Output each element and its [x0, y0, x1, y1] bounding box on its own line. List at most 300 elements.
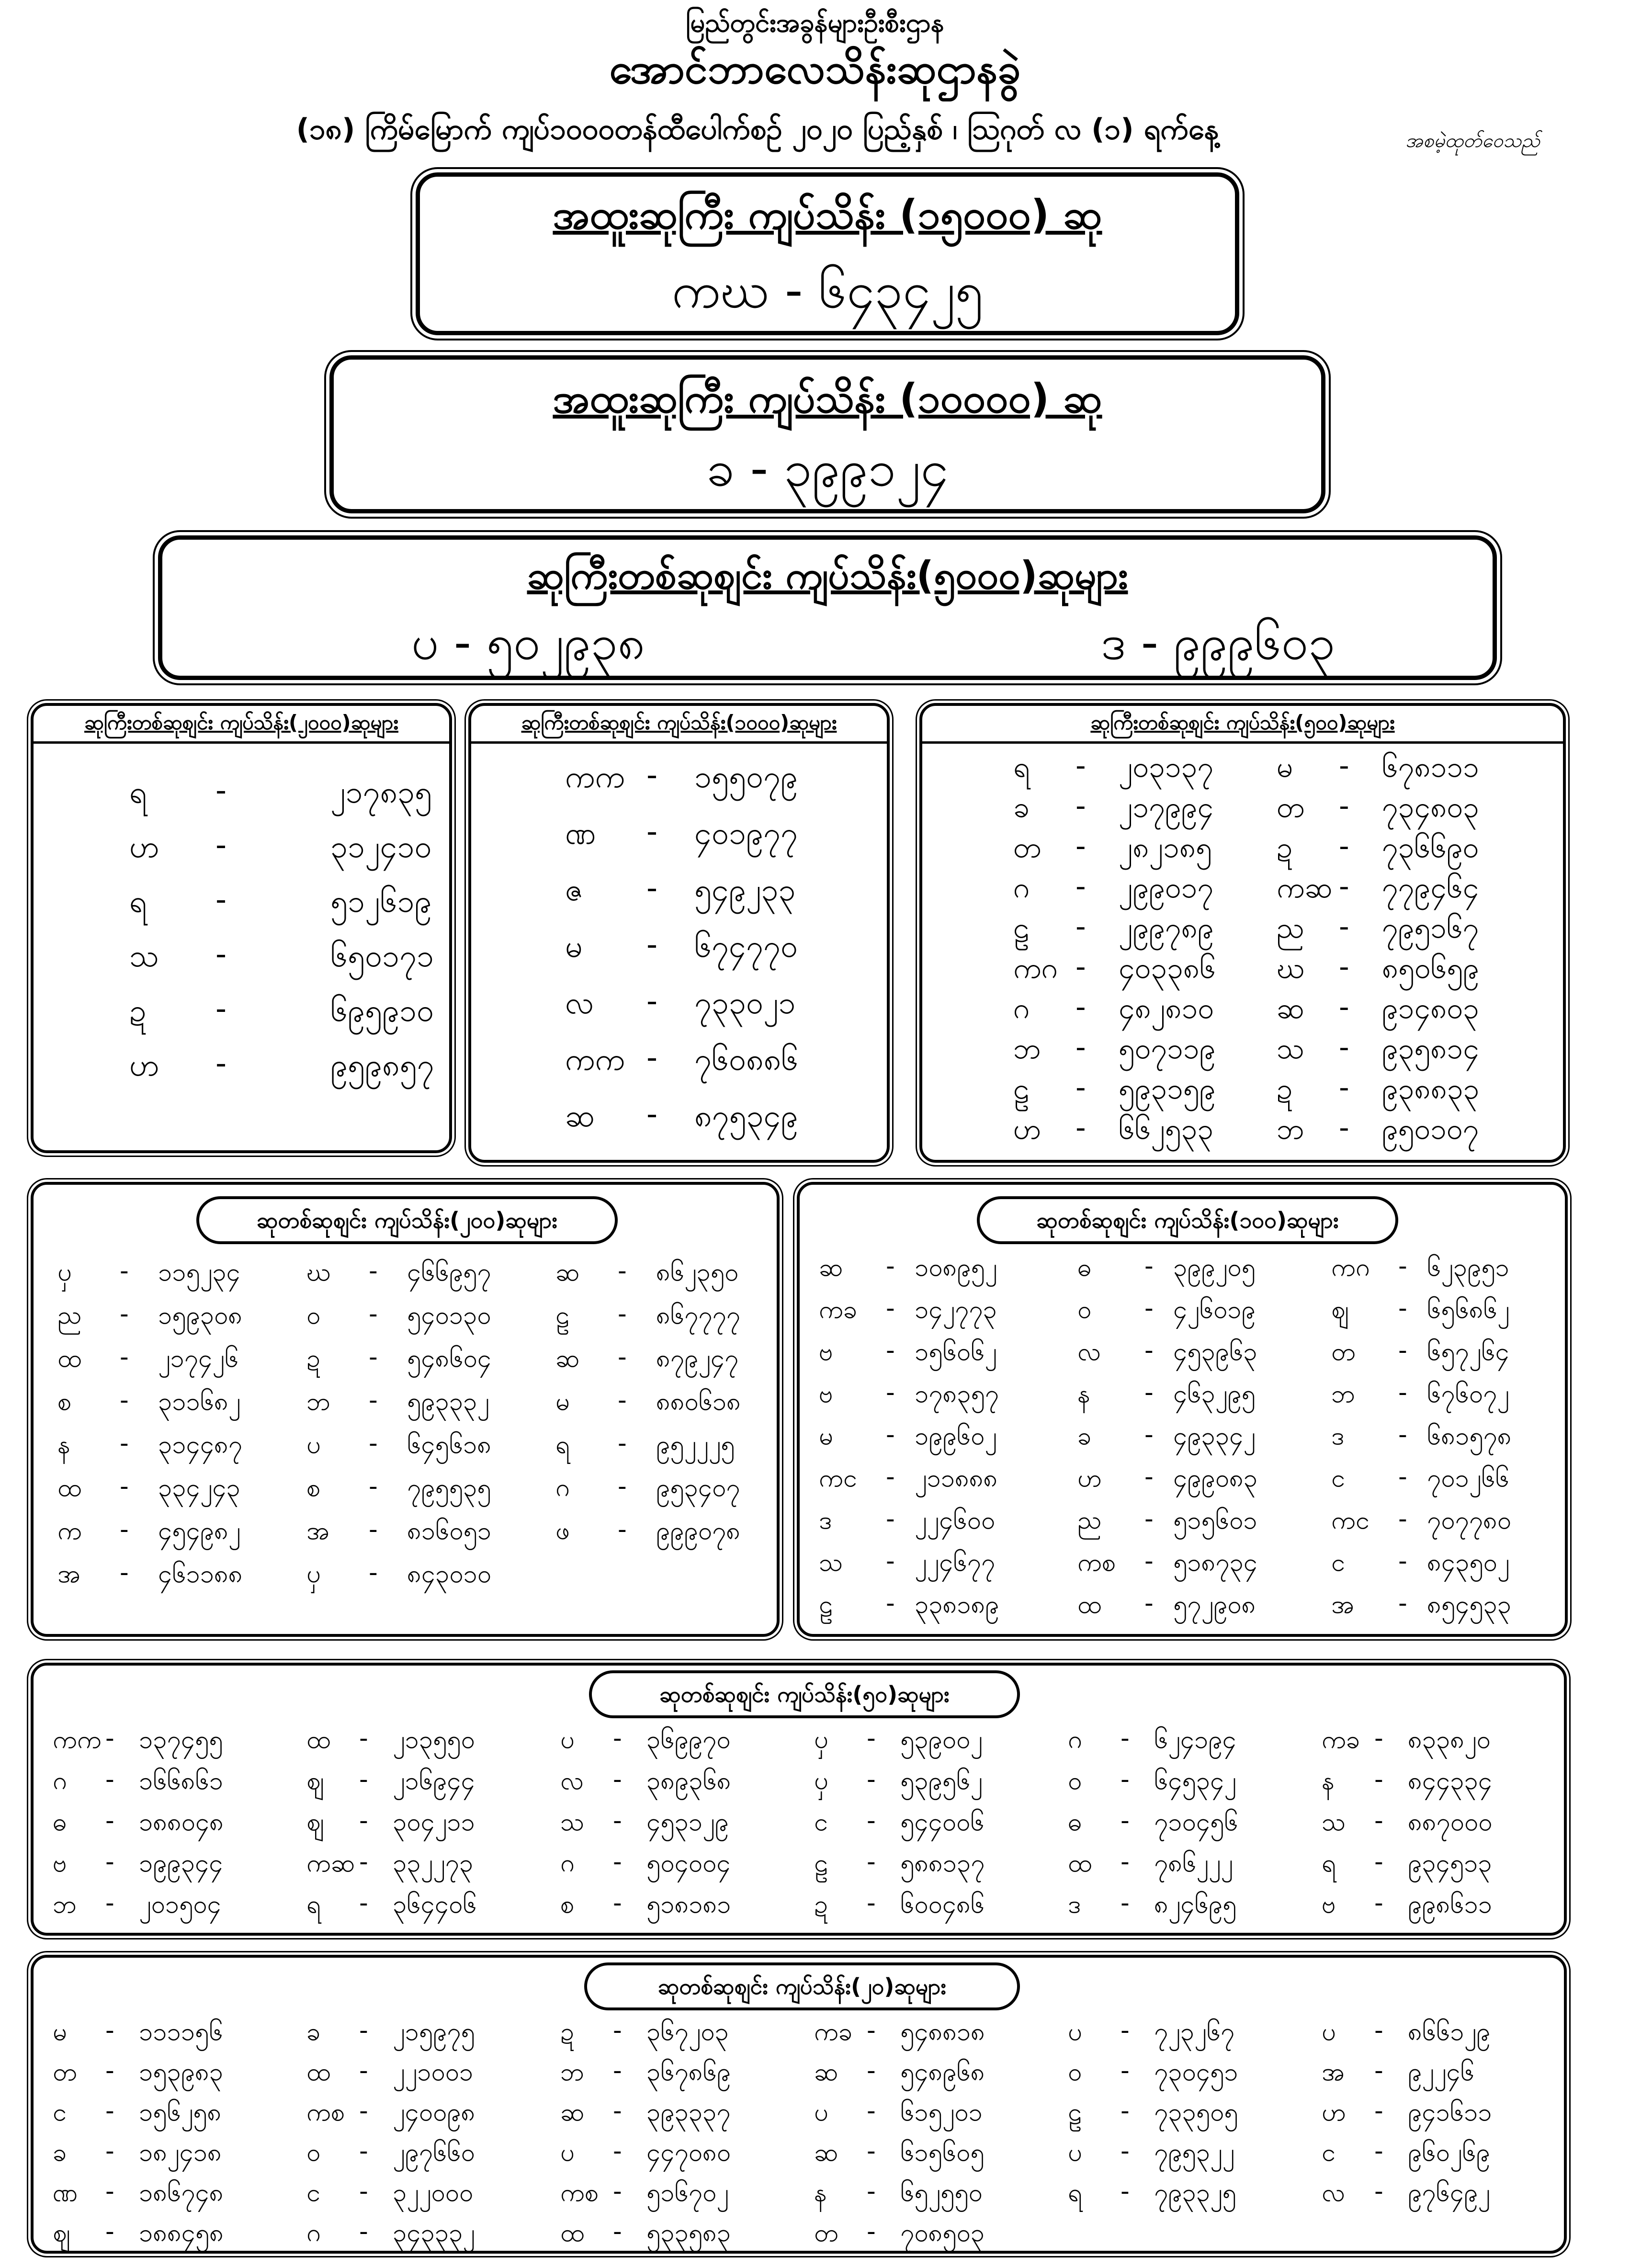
prize-prefix: ၦ — [306, 1560, 321, 1588]
prize-prefix: ဝ — [1068, 2058, 1082, 2087]
prize-prefix: မ — [1277, 750, 1293, 784]
prize-prefix: ည — [1277, 911, 1305, 945]
prize-number: ၂၉၉၇၈၉ — [1119, 911, 1214, 945]
separator-dash: - — [613, 2137, 622, 2166]
prize-prefix: ပ — [1322, 2018, 1336, 2046]
separator-dash: - — [618, 1300, 627, 1328]
separator-dash: - — [1075, 950, 1086, 984]
prize-number: ၅၇၂၉၀၈ — [1173, 1590, 1256, 1619]
prize-prefix: သ — [129, 939, 159, 974]
prize-prefix: ဒ — [819, 1506, 832, 1535]
separator-dash: - — [1374, 2177, 1383, 2206]
prize-number: ၄၀၃၃၈၆ — [1119, 952, 1216, 985]
prize-prefix: ဈ — [53, 2219, 70, 2247]
prize-prefix: မ — [555, 1387, 570, 1416]
prize-number: ၈၆၇၇၇၇ — [656, 1301, 740, 1330]
prize-prefix: တ — [814, 2219, 838, 2247]
separator-dash: - — [1144, 1505, 1154, 1533]
prize-number: ၁၉၉၆၀၂ — [915, 1422, 997, 1451]
prize-prefix: ကဆ — [306, 1849, 355, 1878]
separator-dash: - — [359, 1765, 368, 1794]
prize-number: ၅၉၃၁၅၉ — [1119, 1072, 1216, 1106]
prize-number: ၆၆၂၅၃၃ — [1119, 1112, 1214, 1146]
prize-prefix: ဂ — [53, 1767, 67, 1795]
prize-number: ၇၃၀၄၅၁ — [1154, 2058, 1238, 2087]
separator-dash: - — [1075, 990, 1086, 1024]
prize-number: ၁၈၈၄၅၈ — [139, 2219, 224, 2247]
prize-number: ၄၀၁၉၇၇ — [694, 816, 798, 851]
grand-prize-box — [416, 172, 1239, 335]
prize-prefix: တ — [1331, 1338, 1356, 1366]
prize-prefix: န — [814, 2178, 827, 2207]
separator-dash: - — [886, 1378, 895, 1407]
separator-dash: - — [1374, 1848, 1383, 1876]
prize-number: ၁၃၇၄၅၅ — [139, 1725, 223, 1754]
prize-prefix: ဓ — [1077, 1253, 1092, 1282]
separator-dash: - — [105, 1765, 114, 1794]
title-rule — [34, 741, 449, 744]
prize-number: ၁၄၂၇၇၃ — [915, 1295, 997, 1324]
prize-prefix: ပ — [306, 1430, 321, 1459]
prize-number: ၃၉၃၃၃၇ — [646, 2098, 731, 2127]
prize-number: ၃၆၉၉၇၀ — [646, 1725, 731, 1754]
prize-number: ၄၄၇၀၈၀ — [646, 2138, 731, 2167]
prize-1000-section — [468, 703, 890, 1163]
prize-number: ၁၈၂၄၁၈ — [139, 2138, 222, 2167]
prize-prefix: ဝ — [1068, 1767, 1082, 1795]
prize-number: ၃၆၄၄၀၆ — [393, 1890, 477, 1919]
separator-dash: - — [359, 1889, 368, 1917]
prize-prefix: ဆ — [560, 2098, 585, 2127]
prize-prefix: င — [1331, 1464, 1345, 1493]
prize-prefix: ခ — [53, 2138, 67, 2167]
separator-dash: - — [1075, 1071, 1086, 1104]
separator-dash: - — [886, 1420, 895, 1449]
separator-dash: - — [1121, 1848, 1130, 1876]
prize-number: ၅၄၉၂၃၃ — [694, 873, 796, 908]
separator-dash: - — [120, 1429, 129, 1458]
prize-prefix: ဆ — [1277, 992, 1305, 1025]
prize-prefix: ပ — [1068, 2138, 1082, 2167]
prize-number: ၁၈၆၇၄၈ — [139, 2178, 224, 2207]
prize-prefix: သ — [560, 1808, 585, 1837]
prize-prefix: ကခ — [1322, 1725, 1360, 1754]
separator-dash: - — [120, 1257, 129, 1285]
prize-prefix: အ — [1322, 2058, 1345, 2087]
prize-number: ၆၂၄၁၉၄ — [1154, 1725, 1236, 1754]
prize-number: ၅၃၃၅၈၃ — [646, 2219, 731, 2247]
separator-dash: - — [613, 1765, 622, 1794]
prize-number: ၁၉၉၃၄၄ — [139, 1849, 223, 1878]
prize-prefix: ဂ — [1013, 992, 1030, 1025]
separator-dash: - — [359, 2097, 368, 2125]
prize-prefix: ဂ — [1068, 1725, 1082, 1754]
prize-number: ၅၀၇၁၁၉ — [1119, 1032, 1216, 1066]
separator-dash: - — [613, 1848, 622, 1876]
prize-number: ၇၀၁၂၆၆ — [1427, 1464, 1509, 1493]
prize-number: ၃၁၄၄၈၇ — [158, 1430, 242, 1459]
prize-prefix: ရ — [1322, 1849, 1336, 1878]
prize-prefix: ဓ — [1068, 1808, 1082, 1837]
prize-prefix: မ — [53, 2018, 67, 2046]
prize-prefix: ဝ — [306, 1301, 321, 1330]
separator-dash: - — [646, 984, 658, 1019]
prize-number: ၃၈၉၃၆၈ — [646, 1767, 731, 1795]
prize-number: ၄၈၂၈၁၀ — [1119, 992, 1214, 1025]
prize-number: ၂၁၅၉၇၅ — [393, 2018, 475, 2046]
separator-dash: - — [1374, 1724, 1383, 1753]
prize-number: ၆၇၈၁၁၁ — [1382, 750, 1480, 784]
separator-dash: - — [1339, 870, 1349, 903]
prize-number: ၅၈၈၁၃၇ — [900, 1849, 985, 1878]
separator-dash: - — [359, 2177, 368, 2206]
prize-prefix: ဟ — [1322, 2098, 1346, 2127]
separator-dash: - — [1339, 829, 1349, 863]
separator-dash: - — [1339, 990, 1349, 1024]
prize-number: ၅၄၈၆၀၄ — [407, 1344, 491, 1373]
prize-number: ၇၃၄၈၀၃ — [1382, 791, 1480, 824]
prize-number: ၇၃၆၆၉၀ — [1382, 831, 1479, 864]
separator-dash: - — [1398, 1252, 1407, 1281]
prize-number: ၃၆၇၈၆၉ — [646, 2058, 731, 2087]
prize-number: ၁၀၈၉၅၂ — [915, 1253, 997, 1282]
prize-prefix: ဠ — [1068, 2098, 1082, 2127]
prize-number: ၈၈၇၀၀၀ — [1408, 1808, 1493, 1837]
draw-info: (၁၈) ကြိမ်မြောက် ကျပ်၁၀၀၀တန်ထီပေါက်စဉ် ၂၀၂၀ ပြည့်နှစ် ၊ ဩဂုတ် လ (၁) ရက်နေ့ — [296, 113, 1219, 146]
prize-number: ၂၂၁၀၀၁ — [393, 2058, 474, 2087]
prize-prefix: ထ — [57, 1474, 82, 1502]
prize-1000-title: ဆုကြီးတစ်ဆုစျင်း ကျပ်သိန်း(၁၀၀၀)ဆုများ — [521, 711, 837, 734]
separator-dash: - — [215, 828, 227, 863]
prize-prefix: င — [306, 2178, 320, 2207]
separator-dash: - — [1398, 1336, 1407, 1365]
prize-100-title: ဆုတစ်ဆုစျင်း ကျပ်သိန်း(၁၀၀)ဆုများ — [977, 1196, 1398, 1244]
prize-number: ၁၇၈၃၅၇ — [915, 1380, 999, 1408]
prize-number: ၄၆၃၂၉၅ — [1173, 1380, 1256, 1408]
separator-dash: - — [1144, 1294, 1154, 1323]
separator-dash: - — [359, 1806, 368, 1835]
prize-number: ၄၉၃၃၄၂ — [1173, 1422, 1256, 1451]
prize-prefix: ဘ — [306, 1387, 331, 1416]
prize-prefix: ဒ — [1331, 1422, 1345, 1451]
separator-dash: - — [120, 1386, 129, 1415]
separator-dash: - — [886, 1463, 895, 1491]
prize-number: ၅၁၆၇၀၂ — [646, 2178, 729, 2207]
separator-dash: - — [618, 1472, 627, 1501]
prize-number: ၁၆၆၈၆၁ — [139, 1767, 223, 1795]
title-rule — [471, 741, 887, 744]
prize-prefix: ဘ — [1013, 1032, 1041, 1066]
separator-dash: - — [1339, 749, 1349, 782]
separator-dash: - — [613, 2177, 622, 2206]
prize-prefix: ည — [1077, 1506, 1102, 1535]
prize-prefix: ည — [57, 1301, 82, 1330]
prize-prefix: အ — [306, 1517, 329, 1545]
prize-number: ၃၄၃၃၃၂ — [393, 2219, 475, 2247]
separator-dash: - — [105, 2217, 114, 2246]
separator-dash: - — [618, 1343, 627, 1372]
prize-20-title: ဆုတစ်ဆုစျင်း ကျပ်သိန်း(၂၀)ဆုများ — [584, 1962, 1020, 2010]
prize-number: ၅၄၈၈၁၈ — [900, 2018, 985, 2046]
prize-number: ၇၃၃၅၀၅ — [1154, 2098, 1238, 2127]
prize-prefix: ဇ — [565, 873, 584, 908]
prize-prefix: ကက — [53, 1725, 102, 1754]
prize-prefix: ဓ — [53, 1808, 67, 1837]
prize-prefix: ဍ — [129, 993, 147, 1029]
prize-number: ၈၃၃၈၂၀ — [1408, 1725, 1491, 1754]
third-prize-number-1: ပ - ၅၀၂၉၃၈ — [411, 614, 645, 670]
second-prize-number: ခ - ၃၉၉၁၂၄ — [706, 439, 949, 498]
separator-dash: - — [1339, 1031, 1349, 1064]
prize-prefix: သ — [1322, 1808, 1346, 1837]
prize-prefix: ၦ — [814, 1767, 828, 1795]
separator-dash: - — [1075, 749, 1086, 782]
prize-prefix: ပ — [1068, 2018, 1082, 2046]
prize-number: ၂၁၇၄၂၆ — [158, 1344, 239, 1373]
separator-dash: - — [867, 1889, 876, 1917]
prize-number: ၇၉၅၃၂၂ — [1154, 2138, 1235, 2167]
prize-number: ၂၁၁၈၈၈ — [915, 1464, 998, 1493]
separator-dash: - — [886, 1547, 895, 1576]
prize-prefix: ကစ — [560, 2178, 599, 2207]
prize-number: ၅၁၅၆၀၁ — [1173, 1506, 1257, 1535]
separator-dash: - — [1398, 1589, 1407, 1618]
prize-number: ၆၁၅၆၀၅ — [900, 2138, 985, 2167]
separator-dash: - — [1398, 1463, 1407, 1491]
separator-dash: - — [1144, 1420, 1154, 1449]
separator-dash: - — [867, 1848, 876, 1876]
prize-prefix: ဈ — [306, 1808, 324, 1837]
prize-number: ၆၂၃၉၅၁ — [1427, 1253, 1509, 1282]
prize-number: ၈၄၃၀၁၀ — [407, 1560, 491, 1588]
separator-dash: - — [613, 1724, 622, 1753]
separator-dash: - — [613, 1889, 622, 1917]
separator-dash: - — [369, 1300, 378, 1328]
prize-number: ၂၈၂၁၈၅ — [1119, 831, 1212, 864]
separator-dash: - — [646, 758, 658, 793]
prize-number: ၆၁၅၂၀၁ — [900, 2098, 983, 2127]
separator-dash: - — [1075, 910, 1086, 943]
prize-number: ၆၅၇၂၆၄ — [1427, 1338, 1509, 1366]
prize-prefix: င — [1322, 2138, 1336, 2167]
prize-prefix: န — [1077, 1380, 1090, 1408]
separator-dash: - — [1398, 1378, 1407, 1407]
prize-prefix: ဏ — [53, 2178, 78, 2207]
second-prize-box — [329, 355, 1325, 513]
prize-200-title: ဆုတစ်ဆုစျင်း ကျပ်သိန်း(၂၀၀)ဆုများ — [196, 1196, 618, 1244]
separator-dash: - — [1121, 1806, 1130, 1835]
separator-dash: - — [105, 1889, 114, 1917]
prize-prefix: ဆ — [555, 1344, 580, 1373]
separator-dash: - — [886, 1294, 895, 1323]
prize-number: ၉၅၂၂၂၅ — [656, 1430, 735, 1459]
prize-prefix: ဆ — [814, 2058, 838, 2087]
prize-number: ၅၄၀၁၃၀ — [407, 1301, 491, 1330]
separator-dash: - — [105, 1848, 114, 1876]
prize-prefix: ရ — [1013, 750, 1030, 784]
prize-prefix: ဗ — [819, 1380, 833, 1408]
prize-number: ၃၃၈၁၈၉ — [915, 1590, 999, 1619]
separator-dash: - — [867, 2097, 876, 2125]
prize-number: ၅၉၃၃၃၂ — [407, 1387, 489, 1416]
prize-prefix: ဗ — [1322, 1890, 1336, 1919]
prize-number: ၇၉၅၁၆၇ — [1382, 911, 1479, 945]
prize-prefix: င — [1331, 1548, 1345, 1577]
separator-dash: - — [215, 882, 227, 918]
prize-prefix: ရ — [129, 775, 147, 810]
separator-dash: - — [613, 2097, 622, 2125]
separator-dash: - — [120, 1472, 129, 1501]
third-prize-title: ဆုကြီးတစ်ဆုစျင်း ကျပ်သိန်း(၅၀၀၀)ဆုများ — [527, 553, 1128, 598]
prize-prefix: ဍ — [560, 2018, 574, 2046]
prize-500-section — [919, 703, 1566, 1163]
prize-number: ၅၃၉၅၆၂ — [900, 1767, 983, 1795]
separator-dash: - — [886, 1505, 895, 1533]
separator-dash: - — [1144, 1463, 1154, 1491]
prize-prefix: င — [53, 2098, 67, 2127]
prize-number: ၂၁၆၉၄၄ — [393, 1767, 475, 1795]
prize-number: ၃၃၂၂၇၃ — [393, 1849, 474, 1878]
separator-dash: - — [646, 871, 658, 906]
separator-dash: - — [646, 1097, 658, 1132]
prize-2000-section — [31, 703, 452, 1153]
prize-prefix: ဃ — [306, 1258, 331, 1287]
prize-prefix: ရ — [555, 1430, 570, 1459]
separator-dash: - — [1121, 1765, 1130, 1794]
separator-dash: - — [867, 2016, 876, 2045]
prize-number: ၄၆၆၉၅၇ — [407, 1258, 491, 1287]
separator-dash: - — [1398, 1547, 1407, 1576]
separator-dash: - — [618, 1386, 627, 1415]
separator-dash: - — [120, 1515, 129, 1544]
separator-dash: - — [613, 2016, 622, 2045]
prize-number: ၃၁၁၆၈၂ — [158, 1387, 241, 1416]
prize-prefix: ဆ — [814, 2138, 838, 2167]
separator-dash: - — [867, 2137, 876, 2166]
prize-number: ၉၆၀၂၆၉ — [1408, 2138, 1490, 2167]
prize-prefix: တ — [1277, 791, 1305, 824]
prize-prefix: ပ — [560, 2138, 575, 2167]
prize-number: ၁၅၉၃၀၈ — [158, 1301, 242, 1330]
prize-number: ၉၅၉၈၅၇ — [330, 1048, 434, 1083]
separator-dash: - — [105, 1806, 114, 1835]
separator-dash: - — [105, 1724, 114, 1753]
prize-number: ၅၄၄၀၀၆ — [900, 1808, 985, 1837]
prize-number: ၈၆၆၁၂၉ — [1408, 2018, 1491, 2046]
prize-prefix: ထ — [57, 1344, 82, 1373]
separator-dash: - — [1144, 1378, 1154, 1407]
prize-50-section — [31, 1663, 1567, 1936]
separator-dash: - — [369, 1386, 378, 1415]
prize-prefix: ကခ — [814, 2018, 853, 2046]
separator-dash: - — [1144, 1252, 1154, 1281]
prize-prefix: ကက — [565, 1042, 625, 1077]
prize-prefix: ထ — [1068, 1849, 1092, 1878]
prize-number: ၈၁၆၀၅၁ — [407, 1517, 491, 1545]
prize-prefix: ထ — [1077, 1590, 1102, 1619]
prize-number: ၈၇၉၂၄၇ — [656, 1344, 739, 1373]
separator-dash: - — [1075, 1111, 1086, 1145]
prize-number: ၈၇၅၃၄၉ — [694, 1099, 798, 1134]
prize-number: ၃၂၂၀၀၀ — [393, 2178, 474, 2207]
separator-dash: - — [1398, 1294, 1407, 1323]
prize-prefix: ခ — [1013, 791, 1030, 824]
prize-number: ၆၅၀၁၇၁ — [330, 939, 434, 974]
prize-prefix: ဠ — [819, 1590, 833, 1619]
prize-prefix: ဍ — [306, 1344, 320, 1373]
prize-prefix: ခ — [1077, 1422, 1092, 1451]
prize-number: ၆၇၄၇၇၀ — [694, 929, 798, 964]
prize-prefix: ဍ — [814, 1890, 828, 1919]
prize-number: ၉၃၅၈၁၄ — [1382, 1032, 1480, 1066]
separator-dash: - — [1121, 1724, 1130, 1753]
prize-prefix: ဃ — [1277, 952, 1305, 985]
separator-dash: - — [1339, 1071, 1349, 1104]
prize-prefix: ရ — [129, 884, 147, 919]
prize-number: ၂၄၀၀၉၈ — [393, 2098, 475, 2127]
department-name: မြည်တွင်းအခွန်များဦးစီးဌာန — [686, 8, 944, 38]
prize-number: ၁၅၅၀၇၉ — [694, 760, 798, 795]
prize-number: ၈၅၄၅၃၃ — [1427, 1590, 1511, 1619]
prize-prefix: ဂ — [555, 1474, 570, 1502]
separator-dash: - — [105, 2177, 114, 2206]
separator-dash: - — [1075, 789, 1086, 823]
separator-dash: - — [1339, 789, 1349, 823]
separator-dash: - — [867, 1724, 876, 1753]
separator-dash: - — [1121, 1889, 1130, 1917]
separator-dash: - — [359, 1724, 368, 1753]
prize-number: ၁၅၃၉၈၃ — [139, 2058, 223, 2087]
second-prize-title: အထူးဆုကြီး ကျပ်သိန်း (၁၀၀၀၀) ဆု — [553, 375, 1102, 422]
prize-prefix: ကဂ — [1013, 952, 1058, 985]
prize-prefix: လ — [1322, 2178, 1345, 2207]
prize-prefix: ဍ — [1277, 831, 1293, 864]
prize-prefix: စ — [57, 1387, 72, 1416]
third-prize-box — [158, 535, 1497, 680]
separator-dash: - — [613, 1806, 622, 1835]
prize-number: ၈၅၀၆၅၉ — [1382, 952, 1480, 985]
prize-prefix: အ — [57, 1560, 80, 1588]
separator-dash: - — [613, 2217, 622, 2246]
separator-dash: - — [618, 1429, 627, 1458]
prize-number: ၂၂၄၆၀၀ — [915, 1506, 996, 1535]
prize-prefix: ဂ — [306, 2219, 321, 2247]
prize-number: ၃၉၉၂၀၅ — [1173, 1253, 1256, 1282]
prize-number: ၈၄၃၅၀၂ — [1427, 1548, 1510, 1577]
prize-prefix: ဠ — [1013, 1072, 1030, 1106]
prize-prefix: သ — [1277, 1032, 1305, 1066]
separator-dash: - — [618, 1515, 627, 1544]
prize-prefix: ကက — [565, 760, 625, 795]
prize-prefix: ကခ — [819, 1295, 858, 1324]
third-prize-number-2: ဒ - ၉၉၉၆၀၃ — [1101, 614, 1336, 670]
prize-prefix: ဖ — [555, 1517, 570, 1545]
prize-number: ၂၁၇၈၃၅ — [330, 775, 432, 810]
prize-number: ၉၃၄၅၁၃ — [1408, 1849, 1492, 1878]
prize-number: ၉၇၆၄၉၂ — [1408, 2178, 1490, 2207]
prize-prefix: တ — [1013, 831, 1041, 864]
separator-dash: - — [867, 2056, 876, 2085]
prize-number: ၅၃၉၀၀၂ — [900, 1725, 983, 1754]
separator-dash: - — [886, 1336, 895, 1365]
separator-dash: - — [1374, 1806, 1383, 1835]
separator-dash: - — [359, 2137, 368, 2166]
separator-dash: - — [1075, 870, 1086, 903]
prize-number: ၆၀၀၄၈၆ — [900, 1890, 985, 1919]
prize-number: ၂၉၇၆၆၀ — [393, 2138, 475, 2167]
free-distribution-note: အစမဲ့ထုတ်ဝေသည် — [1405, 130, 1540, 152]
prize-number: ၈၄၄၃၃၄ — [1408, 1767, 1492, 1795]
